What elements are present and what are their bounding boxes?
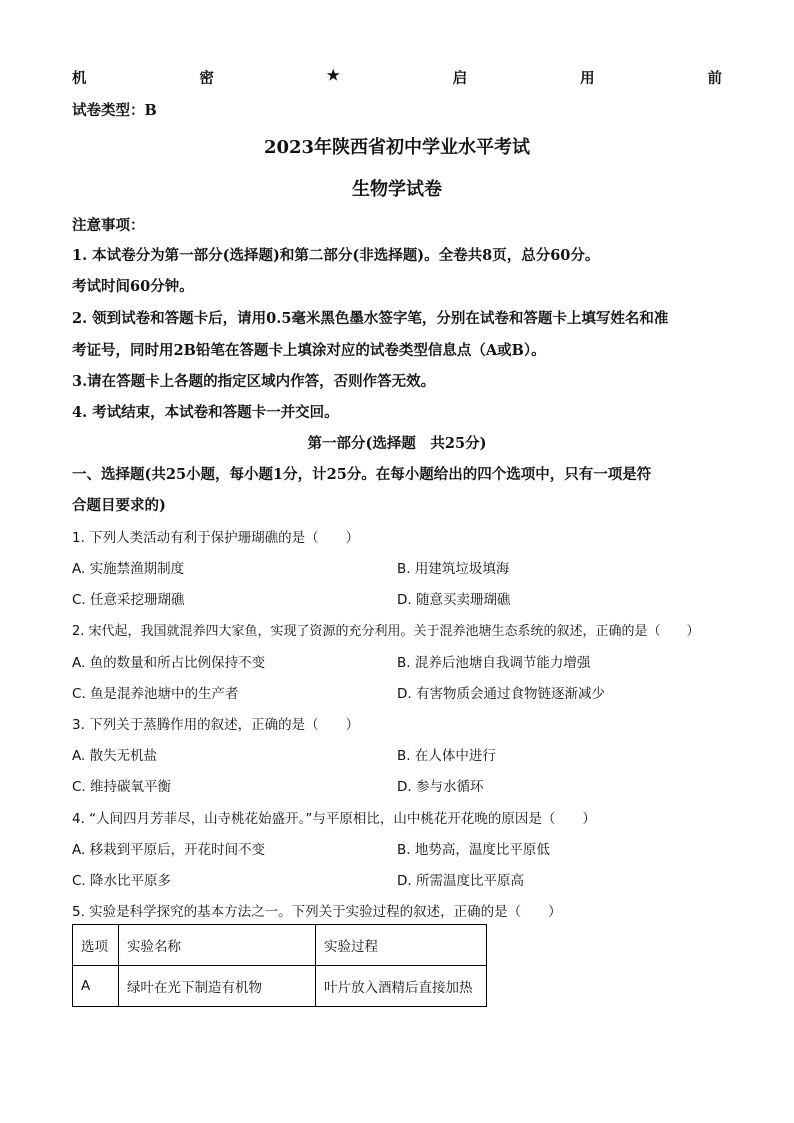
secret-char: 用 xyxy=(580,70,595,87)
option-b: B. 用建筑垃圾填海 xyxy=(397,561,510,577)
table-header-cell: 实验过程 xyxy=(316,925,487,966)
note-line: 4. 考试结束，本试卷和答题卡一并交回。 xyxy=(72,404,339,421)
experiment-table xyxy=(72,924,487,1007)
note-line: 2. 领到试卷和答题卡后，请用0.5毫米黑色墨水签字笔，分别在试卷和答题卡上填写姓名和准 xyxy=(72,310,669,327)
option-c: C. 鱼是混养池塘中的生产者 xyxy=(72,686,239,702)
secret-char: 前 xyxy=(707,70,722,87)
option-c: C. 任意采挖珊瑚礁 xyxy=(72,592,185,608)
option-a: A. 鱼的数量和所占比例保持不变 xyxy=(72,655,266,671)
section-instruction: 合题目要求的) xyxy=(72,497,166,514)
note-line: 1. 本试卷分为第一部分(选择题)和第二部分(非选择题)。全卷共8页，总分60分。 xyxy=(72,247,600,264)
option-c: C. 维持碳氧平衡 xyxy=(72,779,172,795)
notes-heading: 注意事项： xyxy=(72,217,145,234)
note-line: 考试时间60分钟。 xyxy=(72,278,194,295)
subject-title: 生物学试卷 xyxy=(352,179,442,200)
secret-char: 启 xyxy=(452,70,468,87)
option-d: D. 随意买卖珊瑚礁 xyxy=(397,592,511,608)
option-a: A. 散失无机盐 xyxy=(72,748,158,764)
exam-title: 2023年陕西省初中学业水平考试 xyxy=(263,137,531,158)
secret-char: 密 xyxy=(199,70,214,87)
secret-char: 机 xyxy=(72,70,87,87)
option-a: A. 实施禁渔期制度 xyxy=(72,561,185,577)
question-stem: 3. 下列关于蒸腾作用的叙述，正确的是（ ） xyxy=(72,717,360,733)
note-line: 3.请在答题卡上各题的指定区域内作答，否则作答无效。 xyxy=(72,373,436,390)
confidential-header xyxy=(72,67,722,88)
option-d: D. 参与水循环 xyxy=(397,779,484,795)
note-line: 考证号，同时用2B铅笔在答题卡上填涂对应的试卷类型信息点（A或B）。 xyxy=(72,342,546,359)
table-cell: A xyxy=(73,966,119,1007)
paper-type: 试卷类型：B xyxy=(72,102,157,119)
secret-char: ★ xyxy=(326,67,340,84)
table-header-cell: 实验名称 xyxy=(119,925,316,966)
section-instruction: 一、选择题(共25小题，每小题1分，计25分。在每小题给出的四个选项中，只有一项是符 xyxy=(72,466,652,483)
table-cell: 叶片放入酒精后直接加热 xyxy=(316,966,487,1007)
option-b: B. 混养后池塘自我调节能力增强 xyxy=(397,655,591,671)
part1-heading: 第一部分(选择题 共25分) xyxy=(307,435,487,452)
table-header-cell: 选项 xyxy=(73,925,119,966)
option-a: A. 移栽到平原后，开花时间不变 xyxy=(72,842,266,858)
option-c: C. 降水比平原多 xyxy=(72,873,172,889)
table-row xyxy=(73,966,487,1007)
question-stem: 4. “人间四月芳菲尽，山寺桃花始盛开。”与平原相比，山中桃花开花晚的原因是（ ） xyxy=(72,811,596,827)
question-stem: 2. 宋代起，我国就混养四大家鱼，实现了资源的充分利用。关于混养池塘生态系统的叙述，正确的是（ ） xyxy=(72,624,700,639)
option-b: B. 在人体中进行 xyxy=(397,748,496,764)
option-d: D. 有害物质会通过食物链逐渐减少 xyxy=(397,686,605,702)
question-stem: 1. 下列人类活动有利于保护珊瑚礁的是（ ） xyxy=(72,530,360,546)
option-d: D. 所需温度比平原高 xyxy=(397,873,524,889)
question-stem: 5. 实验是科学探究的基本方法之一。下列关于实验过程的叙述，正确的是（ ） xyxy=(72,904,562,920)
table-cell: 绿叶在光下制造有机物 xyxy=(119,966,316,1007)
option-b: B. 地势高，温度比平原低 xyxy=(397,842,550,858)
table-header-row xyxy=(73,925,487,966)
